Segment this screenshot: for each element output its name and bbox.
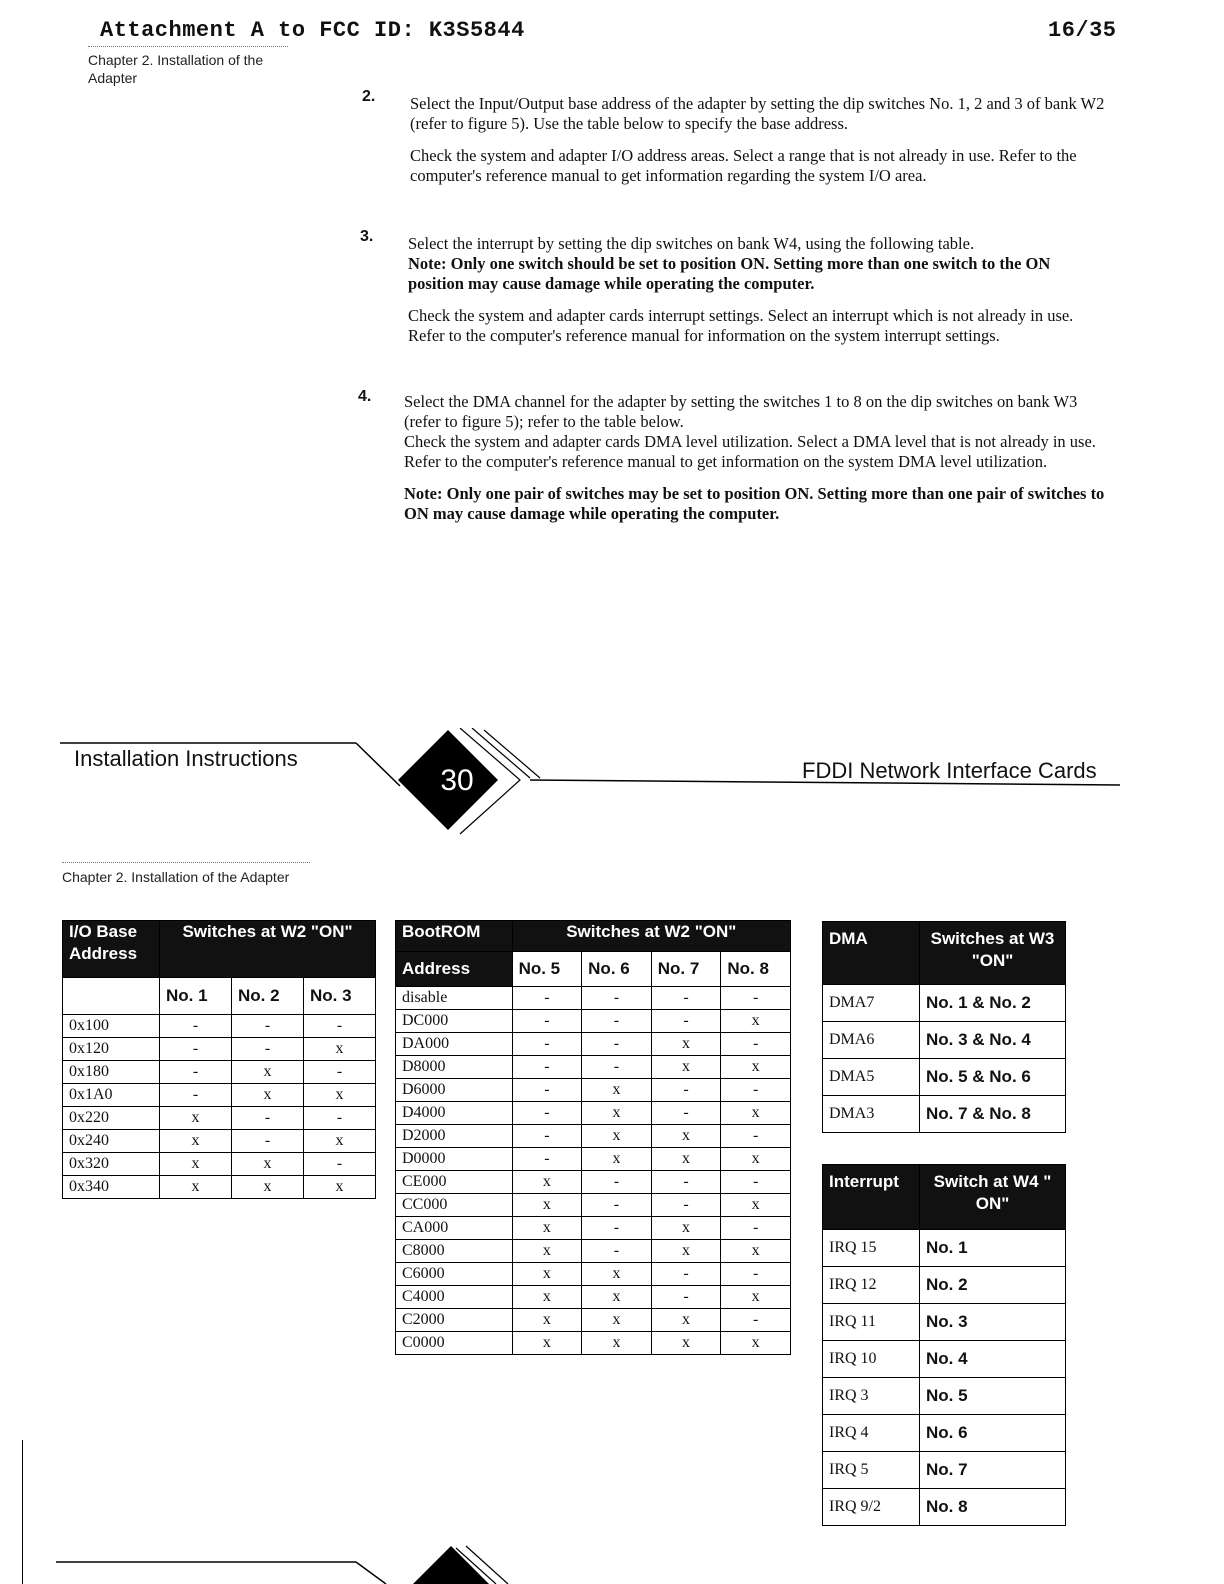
table-row [823, 1304, 1066, 1341]
row-label: CE000 [396, 1171, 513, 1194]
row-label: disable [396, 987, 513, 1010]
step-2-body [410, 94, 1110, 198]
switch-cell: - [582, 1010, 652, 1033]
row-label: IRQ 11 [823, 1304, 920, 1341]
switch-cell: x [582, 1125, 652, 1148]
row-label: IRQ 15 [823, 1230, 920, 1267]
io-base-address-table [62, 920, 376, 1199]
table-row [396, 1010, 791, 1033]
switch-cell: x [512, 1332, 582, 1355]
switch-cell: - [303, 1061, 375, 1084]
switch-cell: x [231, 1176, 303, 1199]
switch-cell: x [231, 1084, 303, 1107]
step-4-text: Select the DMA channel for the adapter by setting the switches 1 to 8 on the dip switches on bank W3 (refer to figure 5); refer to the table below. [404, 392, 1078, 431]
switch-cell: x [303, 1176, 375, 1199]
switch-cell: No. 1 & No. 2 [920, 985, 1066, 1022]
switch-cell: - [303, 1107, 375, 1130]
switch-cell: x [721, 1148, 791, 1171]
row-label: IRQ 5 [823, 1452, 920, 1489]
table-row [396, 1125, 791, 1148]
step-4-para-1 [404, 392, 1112, 472]
row-label: DMA3 [823, 1096, 920, 1133]
row-label: IRQ 12 [823, 1267, 920, 1304]
step-3-para-1 [408, 234, 1110, 294]
row-label: 0x220 [63, 1107, 160, 1130]
table-row [396, 1056, 791, 1079]
footer-left-label: Installation Instructions [74, 746, 298, 771]
step-3-body [408, 234, 1110, 358]
row-label: DA000 [396, 1033, 513, 1056]
switch-cell: - [512, 1079, 582, 1102]
switch-cell: - [651, 1079, 721, 1102]
switch-cell: - [721, 1309, 791, 1332]
table-row [396, 1309, 791, 1332]
switch-cell: - [303, 1015, 375, 1038]
switch-cell: - [512, 1102, 582, 1125]
switch-cell: - [651, 1194, 721, 1217]
switch-cell: x [651, 1240, 721, 1263]
footer-right-label: FDDI Network Interface Cards [802, 758, 1097, 783]
page-number-badge: 30 [440, 764, 474, 797]
table-row [823, 1341, 1066, 1378]
switch-cell: No. 8 [920, 1489, 1066, 1526]
switch-cell: x [721, 1010, 791, 1033]
table-row [396, 1033, 791, 1056]
switch-cell: No. 2 [920, 1267, 1066, 1304]
table-row [396, 987, 791, 1010]
row-label: 0x180 [63, 1061, 160, 1084]
switch-cell: x [721, 1194, 791, 1217]
switch-cell: x [160, 1176, 232, 1199]
switch-cell: - [582, 1240, 652, 1263]
switch-cell: No. 3 [920, 1304, 1066, 1341]
step-3-para-2: Check the system and adapter cards interrupt settings. Select an interrupt which is not already in use. Refer to the computer's reference manual for information on the system interrupt settings. [408, 306, 1074, 345]
dma-table [822, 921, 1066, 1133]
row-label: C4000 [396, 1286, 513, 1309]
row-label: 0x240 [63, 1130, 160, 1153]
switch-cell: x [512, 1217, 582, 1240]
dma-header-dma: DMA [823, 922, 920, 985]
step-2-para-2: Check the system and adapter I/O address areas. Select a range that is not already in use. Refer to the computer's reference manual to get information regarding the system I/O area. [410, 146, 1077, 185]
row-label: IRQ 9/2 [823, 1489, 920, 1526]
switch-cell: No. 4 [920, 1341, 1066, 1378]
switch-cell: - [651, 1171, 721, 1194]
switch-cell: No. 6 [920, 1415, 1066, 1452]
switch-cell: - [582, 1194, 652, 1217]
io-col-no3: No. 3 [303, 978, 375, 1015]
switch-cell: x [651, 1125, 721, 1148]
switch-cell: x [303, 1130, 375, 1153]
step-number-3: 3. [360, 228, 374, 245]
boot-col-no6: No. 6 [582, 952, 652, 987]
table-row [823, 985, 1066, 1022]
switch-cell: x [582, 1102, 652, 1125]
switch-cell: No. 5 [920, 1378, 1066, 1415]
row-label: DMA7 [823, 985, 920, 1022]
switch-cell: x [160, 1130, 232, 1153]
switch-cell: - [582, 987, 652, 1010]
table-row [396, 1171, 791, 1194]
switch-cell: x [721, 1056, 791, 1079]
row-label: IRQ 3 [823, 1378, 920, 1415]
switch-cell: No. 5 & No. 6 [920, 1059, 1066, 1096]
step-number-2: 2. [362, 88, 376, 105]
switch-cell: - [651, 1263, 721, 1286]
step-4-body [404, 392, 1112, 536]
table-row [63, 1153, 376, 1176]
switch-cell: x [582, 1332, 652, 1355]
row-label: DMA5 [823, 1059, 920, 1096]
table-row [823, 1267, 1066, 1304]
row-label: C0000 [396, 1332, 513, 1355]
switch-cell: x [231, 1153, 303, 1176]
table-row [396, 1102, 791, 1125]
io-header-switches: Switches at W2 "ON" [160, 921, 376, 978]
row-label: CC000 [396, 1194, 513, 1217]
switch-cell: x [582, 1148, 652, 1171]
switch-cell: x [512, 1263, 582, 1286]
switch-cell: No. 7 & No. 8 [920, 1096, 1066, 1133]
switch-cell: - [582, 1171, 652, 1194]
document-title: Attachment A to FCC ID: K3S5844 [100, 18, 525, 43]
table-row [396, 1240, 791, 1263]
io-col-no1: No. 1 [160, 978, 232, 1015]
irq-header-interrupt: Interrupt [823, 1165, 920, 1230]
switch-cell: x [721, 1286, 791, 1309]
switch-cell: - [651, 987, 721, 1010]
boot-col-no5: No. 5 [512, 952, 582, 987]
table-row [823, 1059, 1066, 1096]
row-label: DMA6 [823, 1022, 920, 1059]
switch-cell: x [721, 1102, 791, 1125]
bootrom-address-table [395, 920, 791, 1355]
switch-cell: - [231, 1130, 303, 1153]
switch-cell: x [582, 1263, 652, 1286]
irq-header-switch: Switch at W4 " ON" [920, 1165, 1066, 1230]
switch-cell: x [512, 1240, 582, 1263]
switch-cell: - [160, 1061, 232, 1084]
step-4-note: Note: Only one pair of switches may be set to position ON. Setting more than one pair of switches to ON may cause damage while operating the computer. [404, 484, 1105, 523]
switch-cell: - [160, 1038, 232, 1061]
boot-col-no8: No. 8 [721, 952, 791, 987]
row-label: 0x100 [63, 1015, 160, 1038]
switch-cell: - [512, 987, 582, 1010]
switch-cell: - [160, 1084, 232, 1107]
table-row [396, 1079, 791, 1102]
boot-rows [396, 987, 791, 1355]
table-row [396, 1194, 791, 1217]
table-row [823, 1415, 1066, 1452]
row-label: 0x1A0 [63, 1084, 160, 1107]
step-3-text: Select the interrupt by setting the dip switches on bank W4, using the following table. [408, 234, 975, 253]
switch-cell: x [651, 1217, 721, 1240]
table-row [63, 1130, 376, 1153]
switch-cell: x [512, 1309, 582, 1332]
interrupt-table [822, 1164, 1066, 1526]
row-label: D6000 [396, 1079, 513, 1102]
switch-cell: - [512, 1010, 582, 1033]
table-row [63, 1107, 376, 1130]
switch-cell: x [512, 1194, 582, 1217]
row-label: C2000 [396, 1309, 513, 1332]
row-label: 0x340 [63, 1176, 160, 1199]
row-label: IRQ 10 [823, 1341, 920, 1378]
step-number-4: 4. [358, 388, 372, 405]
irq-rows [823, 1230, 1066, 1526]
table-row [396, 1263, 791, 1286]
boot-header-switches: Switches at W2 "ON" [512, 921, 790, 952]
switch-cell: No. 1 [920, 1230, 1066, 1267]
switch-cell: x [582, 1309, 652, 1332]
row-label: IRQ 4 [823, 1415, 920, 1452]
switch-cell: x [721, 1332, 791, 1355]
switch-cell: - [512, 1125, 582, 1148]
boot-col-no7: No. 7 [651, 952, 721, 987]
table-row [63, 1038, 376, 1061]
switch-cell: - [721, 1079, 791, 1102]
switch-cell: - [721, 1033, 791, 1056]
table-row [63, 1061, 376, 1084]
switch-cell: x [721, 1240, 791, 1263]
table-row [823, 1452, 1066, 1489]
boot-header-bootrom: BootROM [396, 921, 513, 952]
table-row [823, 1230, 1066, 1267]
switch-cell: x [582, 1286, 652, 1309]
step-2-para-1: Select the Input/Output base address of the adapter by setting the dip switches No. 1, 2 and 3 of bank W2 (refer to figure 5). Use the table below to specify the base address. [410, 94, 1105, 133]
margin-line [22, 1440, 23, 1584]
switch-cell: No. 3 & No. 4 [920, 1022, 1066, 1059]
switch-cell: - [231, 1107, 303, 1130]
switch-cell: - [651, 1286, 721, 1309]
switch-cell: x [651, 1033, 721, 1056]
io-col-no2: No. 2 [231, 978, 303, 1015]
boot-header-address: Address [396, 952, 513, 987]
row-label: 0x120 [63, 1038, 160, 1061]
switch-cell: x [651, 1148, 721, 1171]
switch-cell: - [512, 1148, 582, 1171]
io-rows [63, 1015, 376, 1199]
table-row [63, 1084, 376, 1107]
switch-cell: - [231, 1038, 303, 1061]
row-label: C8000 [396, 1240, 513, 1263]
switch-cell: - [721, 1171, 791, 1194]
switch-cell: - [721, 1263, 791, 1286]
switch-cell: x [651, 1056, 721, 1079]
row-label: D8000 [396, 1056, 513, 1079]
step-4-text-2: Check the system and adapter cards DMA level utilization. Select a DMA level that is not already in use. Refer to the computer's reference manual to get information on the system DMA level utilization. [404, 432, 1096, 471]
row-label: D0000 [396, 1148, 513, 1171]
row-label: 0x320 [63, 1153, 160, 1176]
table-row [823, 1489, 1066, 1526]
table-row [63, 1176, 376, 1199]
switch-cell: x [512, 1286, 582, 1309]
switch-cell: x [160, 1153, 232, 1176]
row-label: D2000 [396, 1125, 513, 1148]
row-label: D4000 [396, 1102, 513, 1125]
switch-cell: No. 7 [920, 1452, 1066, 1489]
table-row [396, 1217, 791, 1240]
switch-cell: - [582, 1056, 652, 1079]
switch-cell: x [582, 1079, 652, 1102]
page-counter: 16/35 [1048, 18, 1117, 43]
switch-cell: - [303, 1153, 375, 1176]
next-page-footer-ornament [56, 1544, 516, 1584]
row-label: CA000 [396, 1217, 513, 1240]
io-header-address: I/O Base Address [63, 921, 160, 978]
row-label: C6000 [396, 1263, 513, 1286]
switch-cell: - [160, 1015, 232, 1038]
table-row [63, 1015, 376, 1038]
switch-cell: x [231, 1061, 303, 1084]
switch-cell: - [721, 1217, 791, 1240]
switch-cell: x [160, 1107, 232, 1130]
table-row [823, 1022, 1066, 1059]
table-row [396, 1286, 791, 1309]
switch-cell: x [303, 1038, 375, 1061]
switch-cell: - [651, 1102, 721, 1125]
switch-cell: - [651, 1010, 721, 1033]
switch-cell: - [721, 1125, 791, 1148]
chapter-label-top: Chapter 2. Installation of the Adapter [88, 46, 288, 87]
step-3-note: Note: Only one switch should be set to position ON. Setting more than one switch to the ON position may cause damage while operating the computer. [408, 254, 1051, 293]
dma-header-switches: Switches at W3 "ON" [920, 922, 1066, 985]
dma-rows [823, 985, 1066, 1133]
switch-cell: x [303, 1084, 375, 1107]
switch-cell: - [231, 1015, 303, 1038]
chapter-label-second: Chapter 2. Installation of the Adapter [62, 862, 310, 887]
table-row [823, 1378, 1066, 1415]
switch-cell: x [651, 1332, 721, 1355]
io-header-blank [63, 978, 160, 1015]
switch-cell: x [651, 1309, 721, 1332]
table-row [396, 1148, 791, 1171]
switch-cell: - [721, 987, 791, 1010]
switch-cell: - [512, 1056, 582, 1079]
switch-cell: - [582, 1033, 652, 1056]
switch-cell: - [582, 1217, 652, 1240]
switch-cell: - [512, 1033, 582, 1056]
table-row [396, 1332, 791, 1355]
switch-cell: x [512, 1171, 582, 1194]
table-row [823, 1096, 1066, 1133]
row-label: DC000 [396, 1010, 513, 1033]
